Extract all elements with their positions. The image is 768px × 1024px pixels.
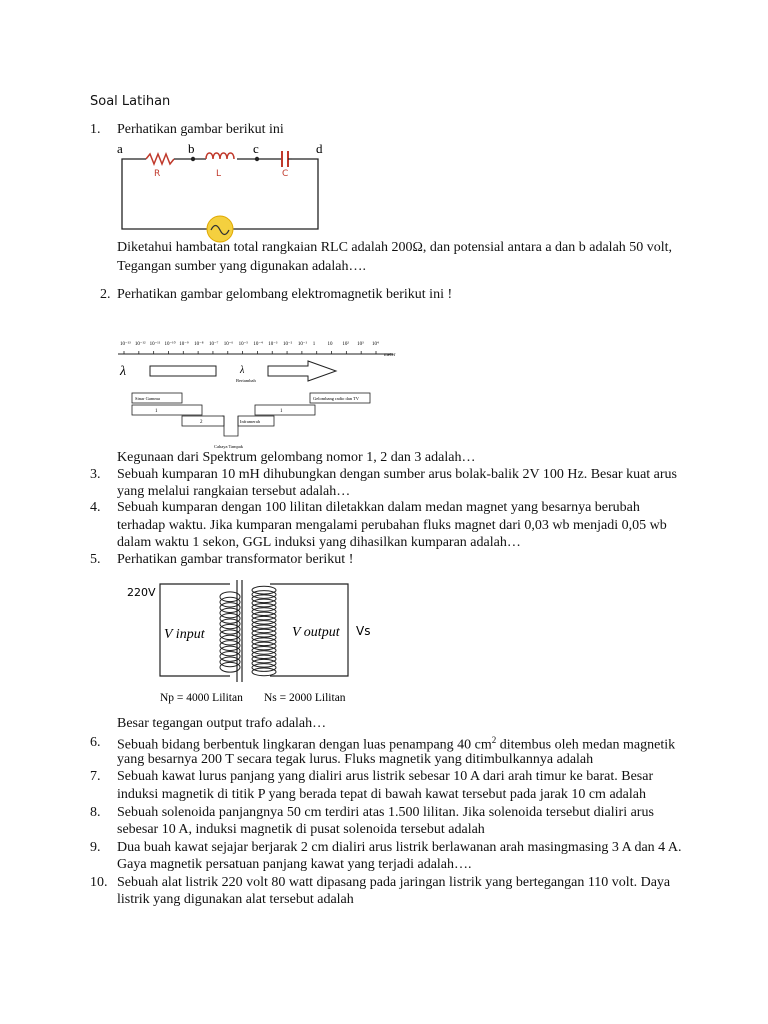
transformer-diagram <box>120 578 380 710</box>
q6-sup: 2 <box>491 735 497 745</box>
inframerah-label: Inframerah <box>240 419 260 424</box>
q6-line1 <box>117 735 675 754</box>
q6-number: 6. <box>90 735 101 750</box>
q4-line1: Sebuah kumparan dengan 100 lilitan diletakkan dalam medan magnet yang besarnya berubah <box>117 500 640 515</box>
q6-line2: yang besarnya 200 T secara tegak lurus. Fluks magnetik yang ditimbulkannya adalah <box>117 752 594 767</box>
spectrum-tick-label: 1 <box>312 342 316 347</box>
box-1-right <box>255 405 315 415</box>
sinar-gamma-label: Sinar Gamma <box>135 396 160 401</box>
label-l: L <box>216 169 222 179</box>
spectrum-tick-label: 10⁻³ <box>268 342 278 347</box>
box-1-right-label: 1 <box>280 409 283 414</box>
v-output-label: V output <box>292 625 340 640</box>
q1-line2: Tegangan sumber yang digunakan adalah…. <box>117 259 366 274</box>
point-a: a <box>117 141 123 156</box>
ns-label: Ns = 2000 Lilitan <box>264 692 346 704</box>
q10-line2: listrik yang digunakan alat tersebut adalah <box>117 892 354 907</box>
spectrum-tick-label: 10³ <box>357 342 364 347</box>
q6-line1-a: Sebuah bidang berbentuk lingkaran dengan luas penampang 40 cm <box>117 737 492 753</box>
spectrum-tick-label: 10⁻⁷ <box>208 342 219 347</box>
spectrum-tick-label: 10² <box>342 342 349 347</box>
q5-text: Perhatikan gambar transformator berikut ! <box>117 552 354 567</box>
vs-label: Vs <box>356 624 371 638</box>
em-spectrum-diagram <box>110 318 400 453</box>
spectrum-tick-label: 10⁻¹³ <box>120 342 131 347</box>
spectrum-tick-label: 10⁻⁹ <box>179 342 189 347</box>
resistor-symbol <box>146 154 174 164</box>
q4-number: 4. <box>90 500 101 515</box>
q1-number: 1. <box>90 122 101 137</box>
q10-line1: Sebuah alat listrik 220 volt 80 watt dipasang pada jaringan listrik yang bertegangan 110 volt. Daya <box>117 875 671 890</box>
q5-number: 5. <box>90 552 101 567</box>
q3-number: 3. <box>90 467 101 482</box>
spectrum-tick-label: 10⁻¹ <box>297 342 308 347</box>
spectrum-tick-label: 10⁻² <box>283 342 293 347</box>
point-b: b <box>188 141 195 156</box>
point-c: c <box>253 141 259 156</box>
bertambah-label: Bertambah <box>236 378 256 383</box>
cahaya-tampak-label: Cahaya Tampak <box>214 444 243 449</box>
spectrum-tick-label: 10⁻⁵ <box>238 342 248 347</box>
gelombang-radio-label: Gelombang radio dan TV <box>313 396 360 401</box>
q4-line2: terhadap waktu. Jika kumparan mengalami perubahan fluks magnet dari 0,03 wb menjadi 0,05 wb <box>117 518 667 533</box>
lambda-left: λ <box>120 364 127 379</box>
q9-line2: Gaya magnetik persatuan panjang kawat yang terjadi adalah…. <box>117 857 472 872</box>
q10-number: 10. <box>90 875 108 890</box>
q7-line1: Sebuah kawat lurus panjang yang dialiri arus listrik sebesar 10 A dari arah timur ke barat. Besar <box>117 769 654 784</box>
inductor-symbol <box>206 153 234 159</box>
q8-line1: Sebuah solenoida panjangnya 50 cm terdiri atas 1.500 lilitan. Jika solenoida tersebut dialiri arus <box>117 805 654 820</box>
q8-number: 8. <box>90 805 101 820</box>
q2-number: 2. <box>100 287 111 302</box>
box-2-label: 2 <box>200 420 203 425</box>
spectrum-tick-label: 10⁴ <box>372 342 379 347</box>
q7-line2: induksi magnetik di titik P yang berada tepat di bawah kawat tersebut pada jarak 10 cm adalah <box>117 787 646 802</box>
q4-line3: dalam waktu 1 sekon, GGL induksi yang dihasilkan kumparan adalah… <box>117 535 521 550</box>
spectrum-tick-label: 10⁻⁴ <box>253 342 263 347</box>
spectrum-tick-label: 10 <box>327 342 333 347</box>
label-r: R <box>154 169 161 179</box>
lambda-right: λ <box>240 365 245 376</box>
q3-line1: Sebuah kumparan 10 mH dihubungkan dengan sumber arus bolak-balik 2V 100 Hz. Besar kuat arus <box>117 467 678 482</box>
box-1-left <box>132 405 202 415</box>
q3-line2: yang melalui rangkaian tersebut adalah… <box>117 484 351 499</box>
q8-line2: sebesar 10 A, induksi magnetik di pusat solenoida tersebut adalah <box>117 822 485 837</box>
point-d: d <box>316 141 323 156</box>
q9-line1: Dua buah kawat sejajar berjarak 2 cm dialiri arus listrik berlawanan arah masingmasing 3 A dan 4 A. <box>117 840 682 855</box>
spectrum-tick-label: 10⁻¹¹ <box>149 342 161 347</box>
q7-number: 7. <box>90 769 101 784</box>
q5-after: Besar tegangan output trafo adalah… <box>117 716 327 731</box>
rlc-circuit-diagram <box>110 138 335 248</box>
q1-line1: Diketahui hambatan total rangkaian RLC adalah 200Ω, dan potensial antara a dan b adalah 50 volt, <box>117 240 673 255</box>
spectrum-tick-label: 10⁻¹² <box>134 342 146 347</box>
q1-text: Perhatikan gambar berikut ini <box>117 122 284 137</box>
meter-label: meter <box>384 353 396 358</box>
q9-number: 9. <box>90 840 101 855</box>
box-1-left-label: 1 <box>155 409 158 414</box>
box-2 <box>182 416 224 426</box>
v-input-label: V input <box>164 627 205 642</box>
spectrum-tick-label: 10⁻⁸ <box>194 342 204 347</box>
q6-line1-b: ditembus oleh medan magnetik <box>496 737 676 753</box>
page-title: Soal Latihan <box>90 94 171 109</box>
q2-after: Kegunaan dari Spektrum gelombang nomor 1, 2 dan 3 adalah… <box>117 450 476 465</box>
decrease-bar <box>150 366 216 376</box>
secondary-coil <box>252 586 276 675</box>
spectrum-tick-label: 10⁻⁶ <box>223 342 234 347</box>
cahaya-tampak-box <box>222 416 238 436</box>
np-label: Np = 4000 Lilitan <box>160 692 243 704</box>
label-220v: 220V <box>127 586 156 599</box>
q2-text: Perhatikan gambar gelombang elektromagnetik berikut ini ! <box>117 287 453 302</box>
node-c <box>255 157 259 161</box>
spectrum-tick-label: 10⁻¹⁰ <box>164 342 176 347</box>
label-c: C <box>282 169 289 179</box>
node-b <box>191 157 195 161</box>
increase-arrow-icon <box>268 361 336 381</box>
